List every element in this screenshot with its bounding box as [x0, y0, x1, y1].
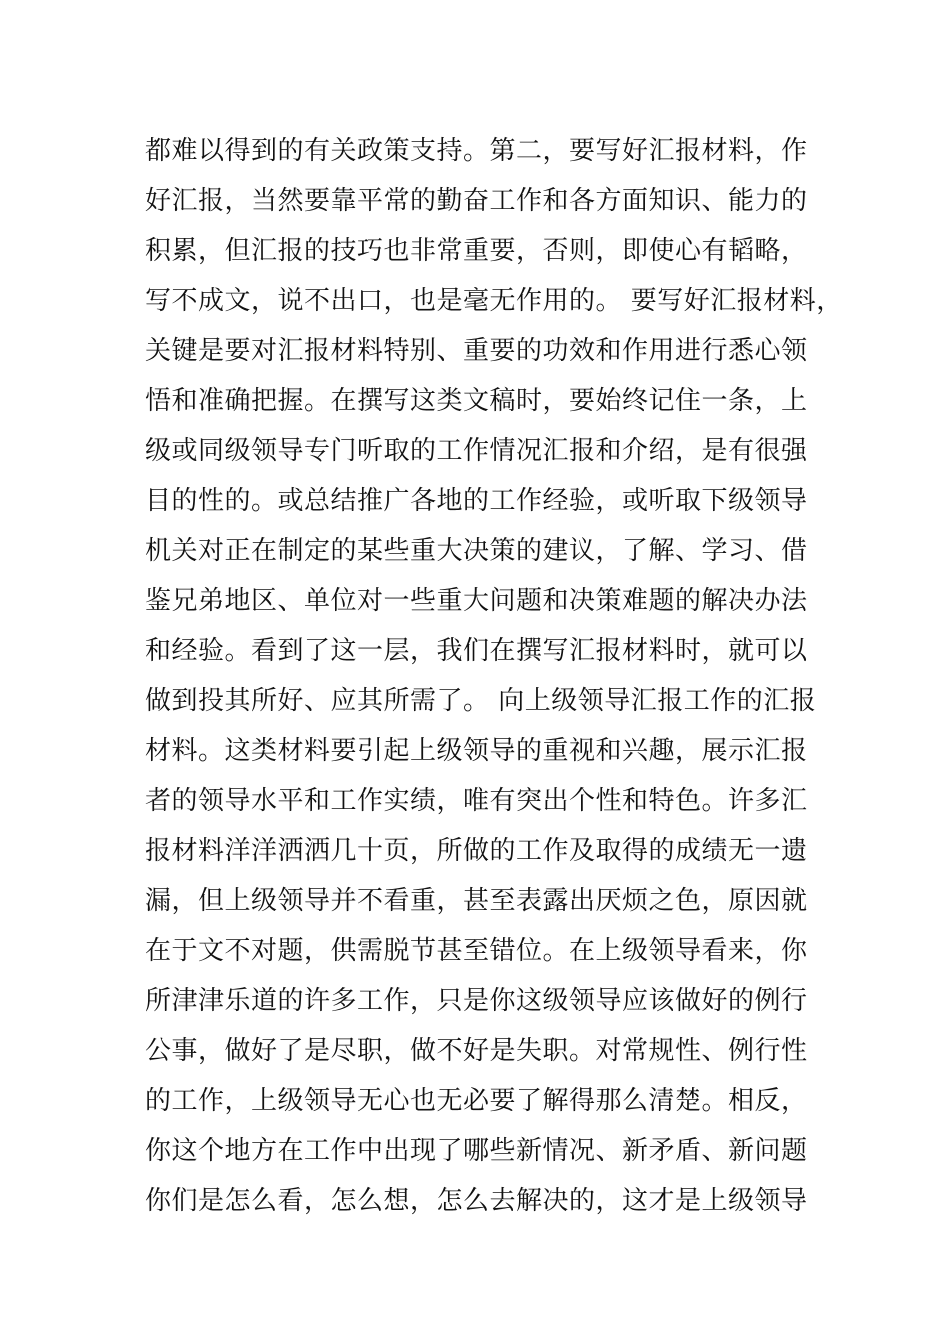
text-line: 写不成文，说不出口，也是毫无作用的。 要写好汇报材料，: [145, 286, 843, 316]
text-line: 报材料洋洋洒洒几十页，所做的工作及取得的成绩无一遗: [145, 836, 808, 866]
text-line: 好汇报，当然要靠平常的勤奋工作和各方面知识、能力的: [145, 186, 808, 216]
text-line: 者的领导水平和工作实绩，唯有突出个性和特色。许多汇: [145, 786, 808, 816]
text-line: 的工作，上级领导无心也无必要了解得那么清楚。相反，: [145, 1086, 808, 1116]
text-line: 你这个地方在工作中出现了哪些新情况、新矛盾、新问题: [145, 1136, 808, 1166]
text-line: 机关对正在制定的某些重大决策的建议，了解、学习、借: [145, 536, 808, 566]
text-line: 悟和准确把握。在撰写这类文稿时，要始终记住一条，上: [145, 386, 808, 416]
text-line: 都难以得到的有关政策支持。第二，要写好汇报材料，作: [145, 136, 808, 166]
text-line: 材料。这类材料要引起上级领导的重视和兴趣，展示汇报: [145, 736, 808, 766]
text-line: 级或同级领导专门听取的工作情况汇报和介绍，是有很强: [145, 436, 808, 466]
text-line: 在于文不对题，供需脱节甚至错位。在上级领导看来，你: [145, 936, 808, 966]
text-line: 做到投其所好、应其所需了。 向上级领导汇报工作的汇报: [145, 686, 817, 716]
text-line: 和经验。看到了这一层，我们在撰写汇报材料时，就可以: [145, 636, 808, 666]
text-line: 你们是怎么看，怎么想，怎么去解决的，这才是上级领导: [145, 1186, 808, 1216]
text-line: 鉴兄弟地区、单位对一些重大问题和决策难题的解决办法: [145, 586, 808, 616]
text-line: 关键是要对汇报材料特别、重要的功效和作用进行悉心领: [145, 336, 808, 366]
text-line: 所津津乐道的许多工作，只是你这级领导应该做好的例行: [145, 986, 808, 1016]
body-text: [145, 126, 845, 1226]
text-line: 公事，做好了是尽职，做不好是失职。对常规性、例行性: [145, 1036, 808, 1066]
text-line: 积累，但汇报的技巧也非常重要，否则，即使心有韬略，: [145, 236, 808, 266]
text-line: 漏，但上级领导并不看重，甚至表露出厌烦之色，原因就: [145, 886, 808, 916]
text-line: 目的性的。或总结推广各地的工作经验，或听取下级领导: [145, 486, 808, 516]
